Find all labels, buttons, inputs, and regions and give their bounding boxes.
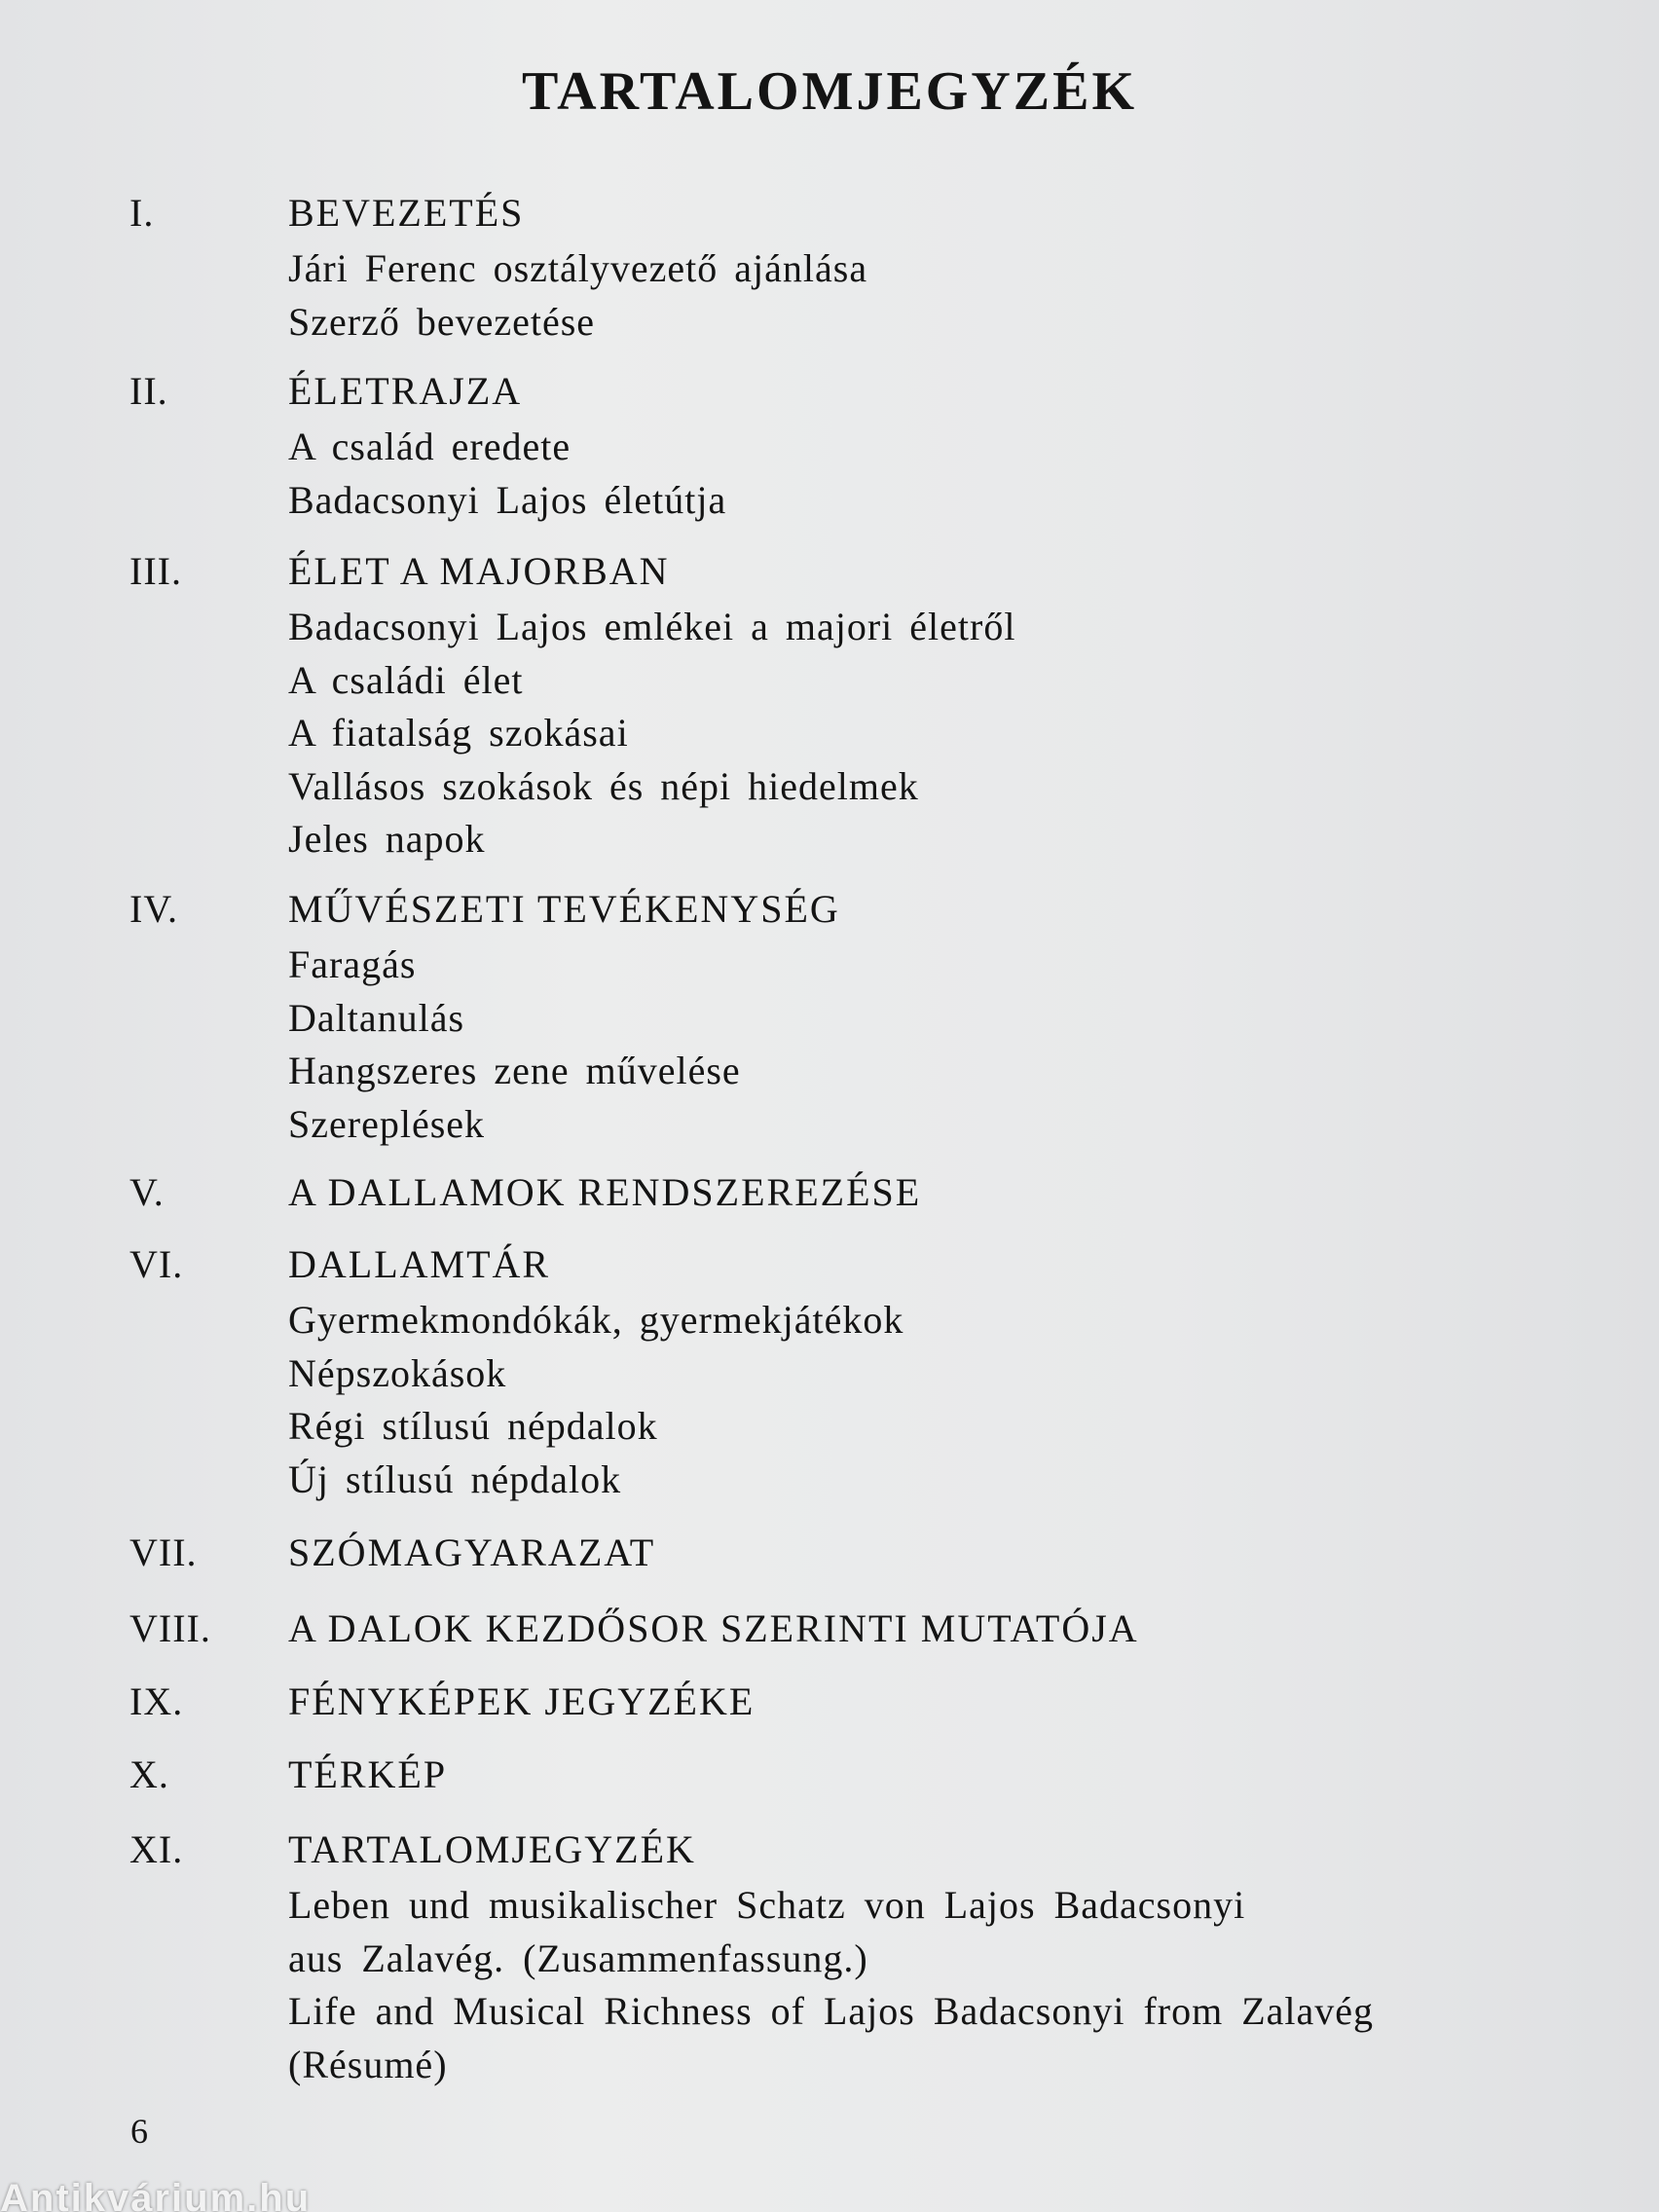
toc-item: A családi élet <box>288 657 524 702</box>
section-number: IV. <box>129 887 179 931</box>
toc-item: A fiatalság szokásai <box>288 711 629 755</box>
section-title: TARTALOMJEGYZÉK <box>288 1827 696 1871</box>
toc-item: Jári Ferenc osztályvezető ajánlása <box>288 246 868 290</box>
section-title: A DALLAMOK RENDSZEREZÉSE <box>288 1170 922 1214</box>
section-title: DALLAMTÁR <box>288 1242 551 1286</box>
section-title: BEVEZETÉS <box>288 191 525 235</box>
toc-item: Faragás <box>288 942 417 986</box>
section-number: XI. <box>129 1827 184 1871</box>
page-title: TARTALOMJEGYZÉK <box>521 61 1138 122</box>
section-title: FÉNYKÉPEK JEGYZÉKE <box>288 1679 756 1723</box>
toc-item: Jeles napok <box>288 817 486 861</box>
section-title: ÉLET A MAJORBAN <box>288 549 670 593</box>
section-number: VIII. <box>129 1606 211 1650</box>
toc-item: Új stílusú népdalok <box>288 1456 622 1501</box>
section-number: X. <box>129 1752 169 1796</box>
section-number: I. <box>129 191 155 235</box>
section-number: IX. <box>129 1679 184 1723</box>
toc-item: Badacsonyi Lajos életútja <box>288 477 727 522</box>
toc-item: (Résumé) <box>288 2042 448 2086</box>
page-number: 6 <box>130 2112 148 2151</box>
toc-item: Népszokások <box>288 1350 507 1395</box>
section-number: II. <box>129 369 168 413</box>
section-number: VII. <box>129 1530 198 1574</box>
toc-item: Leben und musikalischer Schatz von Lajos Badacsonyi <box>288 1883 1246 1927</box>
toc-item: Badacsonyi Lajos emlékei a majori életről <box>288 605 1016 648</box>
toc-item: Daltanulás <box>288 995 465 1040</box>
toc-item: Life and Musical Richness of Lajos Badacsonyi from Zalavég <box>288 1989 1375 2033</box>
section-title: A DALOK KEZDŐSOR SZERINTI MUTATÓJA <box>288 1606 1139 1650</box>
section-title: ÉLETRAJZA <box>288 369 523 413</box>
section-number: III. <box>129 549 182 593</box>
toc-item: Szerző bevezetése <box>288 299 596 344</box>
toc-item: aus Zalavég. (Zusammenfassung.) <box>288 1936 868 1980</box>
toc-item: Vallásos szokások és népi hiedelmek <box>288 763 919 808</box>
section-number: VI. <box>129 1242 184 1286</box>
toc-item: Szereplések <box>288 1101 486 1146</box>
toc-item: Hangszeres zene művelése <box>288 1049 741 1092</box>
section-title: TÉRKÉP <box>288 1752 448 1796</box>
section-title: SZÓMAGYARAZAT <box>288 1530 656 1574</box>
section-title: MŰVÉSZETI TEVÉKENYSÉG <box>288 887 840 931</box>
toc-item: Gyermekmondókák, gyermekjátékok <box>288 1298 904 1342</box>
toc-item: Régi stílusú népdalok <box>288 1404 658 1448</box>
section-number: V. <box>129 1170 165 1214</box>
watermark: Antikvárium.hu <box>0 2177 312 2212</box>
toc-item: A család eredete <box>288 424 571 468</box>
